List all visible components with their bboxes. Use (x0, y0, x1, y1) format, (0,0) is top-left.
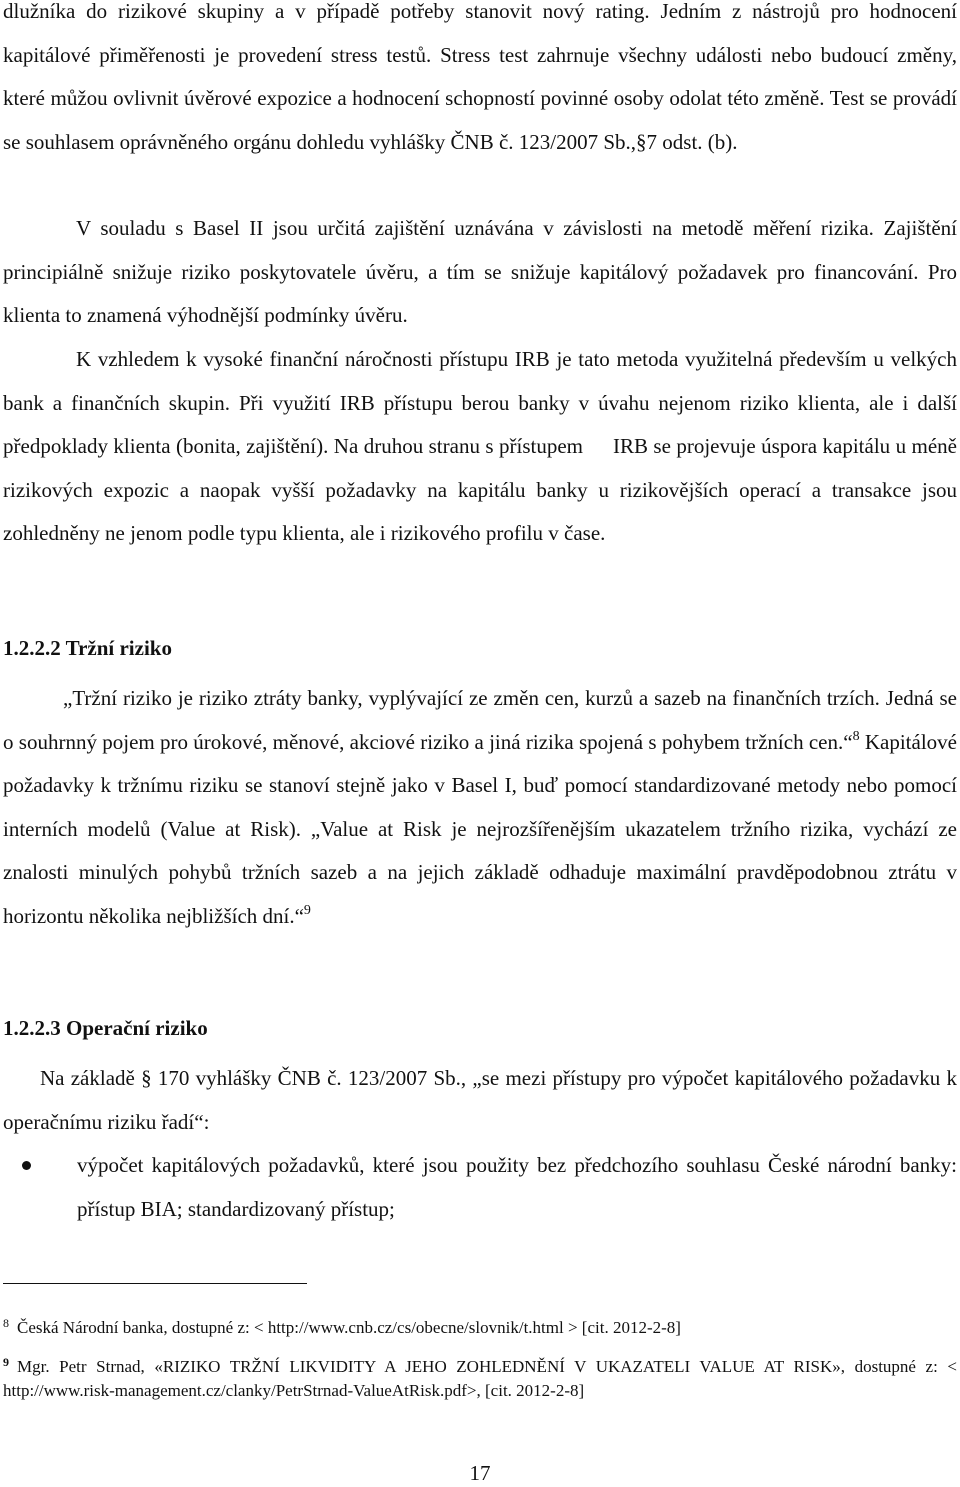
footnote-number: 9 (3, 1355, 9, 1369)
footnote-text: Česká Národní banka, dostupné z: < http://www.cnb.cz/cs/obecne/slovnik/t.html > [cit. 2012-2-8] (17, 1318, 681, 1337)
paragraph-basel-ii (3, 207, 957, 338)
section-heading-operational-risk: 1.2.2.3 Operační riziko (3, 1016, 208, 1040)
bullet-icon (22, 1161, 31, 1170)
paragraph-text: IRB se projevuje úspora kapitálu u méně rizikových expozic a naopak vyšší požadavky na kapitálu banky u rizikovějších operací a transakce jsou zohledněny ne jenom podle typu klienta, ale i rizikového profilu v čase. (3, 434, 957, 546)
paragraph-text: Test se provádí se souhlasem oprávněného orgánu dohledu vyhlášky ČNB č. 123/2007 Sb., (3, 86, 958, 154)
bullet-text: výpočet kapitálových požadavků, které jsou použity bez předchozího souhlasu České národní banky: přístup BIA; standardizovaný přístup; (77, 1153, 957, 1221)
paragraph-text: „Tržní riziko je riziko ztráty banky, vyplývající ze změn cen, kurzů a sazeb na finančních trzích. Jedná se o souhrnný pojem pro úrokové, měnové, akciové riziko a jiná rizika spojená s pohybem tržních cen.“ (3, 686, 957, 754)
footnote-8 (3, 1311, 957, 1340)
paragraph-text: dlužníka do rizikové skupiny a v případě potřeby stanovit nový rating. Jedním z nástrojů pro hodnocení kapitálové přiměřenosti je provedení stress testů. Stress test zahrnuje všechny události nebo budoucí změny, které můžou ovlivnit úvěrové expozice a hodnocení schopností povinné osoby odolat této změně. (3, 0, 957, 111)
page-number: 17 (469, 1461, 491, 1485)
paragraph-text: V souladu s Basel II jsou určitá zajištění uznávána v závislosti na metodě měření rizika. Zajištění principiálně snižuje riziko poskytovatele úvěru, a tím se snižuje kapitálový požadavek pro financování. Pro klienta to znamená výhodnější podmínky úvěru. (3, 216, 957, 328)
paragraph-operational-risk (3, 1057, 957, 1144)
footnote-separator (3, 1283, 307, 1284)
paragraph-market-risk (3, 677, 957, 939)
section-heading-market-risk: 1.2.2.2 Tržní riziko (3, 636, 172, 660)
paragraph-text: §7 odst. (b). (636, 129, 738, 154)
paragraph-text: K vzhledem k vysoké finanční náročnosti přístupu IRB je tato metoda využitelná především u velkých bank a finančních skupin. Při využití IRB přístupu berou banky v úvahu nejenom riziko klienta, ale i další předpoklady klienta (bonita, zajištění). Na druhou stranu s přístupem (3, 347, 957, 459)
paragraph-irb (3, 338, 957, 556)
footnote-9 (3, 1350, 957, 1403)
footnote-reference[interactable]: 9 (303, 902, 311, 918)
footnote-reference[interactable]: 8 (852, 728, 860, 744)
footnote-number: 8 (3, 1316, 9, 1330)
paragraph-stress-test (3, 0, 957, 164)
footnote-text: Mgr. Petr Strnad, «RIZIKO TRŽNÍ LIKVIDITY A JEHO ZOHLEDNĚNÍ V UKAZATELI VALUE AT RISK», dostupné z: < http://www.risk-management.cz/clanky/PetrStrnad-ValueAtRisk.pdf>, [cit. 2012-2-8] (3, 1357, 957, 1400)
paragraph-text: Kapitálové požadavky k tržnímu riziku se stanoví stejně jako v Basel I, buď pomocí standardizované metody nebo pomocí interních modelů (Value at Risk). „Value at Risk je nejrozšířenějším ukazatelem tržního rizika, vychází ze znalosti minulých pohybů tržních sazeb a na jejich základě odhaduje maximální pravděpodobnou ztrátu v horizontu několika nejbližších dní.“ (3, 729, 957, 928)
paragraph-text: Na základě § 170 vyhlášky ČNB č. 123/2007 Sb., „se mezi přístupy pro výpočet kapitálového požadavku k operačnímu riziku řadí“: (3, 1066, 957, 1134)
